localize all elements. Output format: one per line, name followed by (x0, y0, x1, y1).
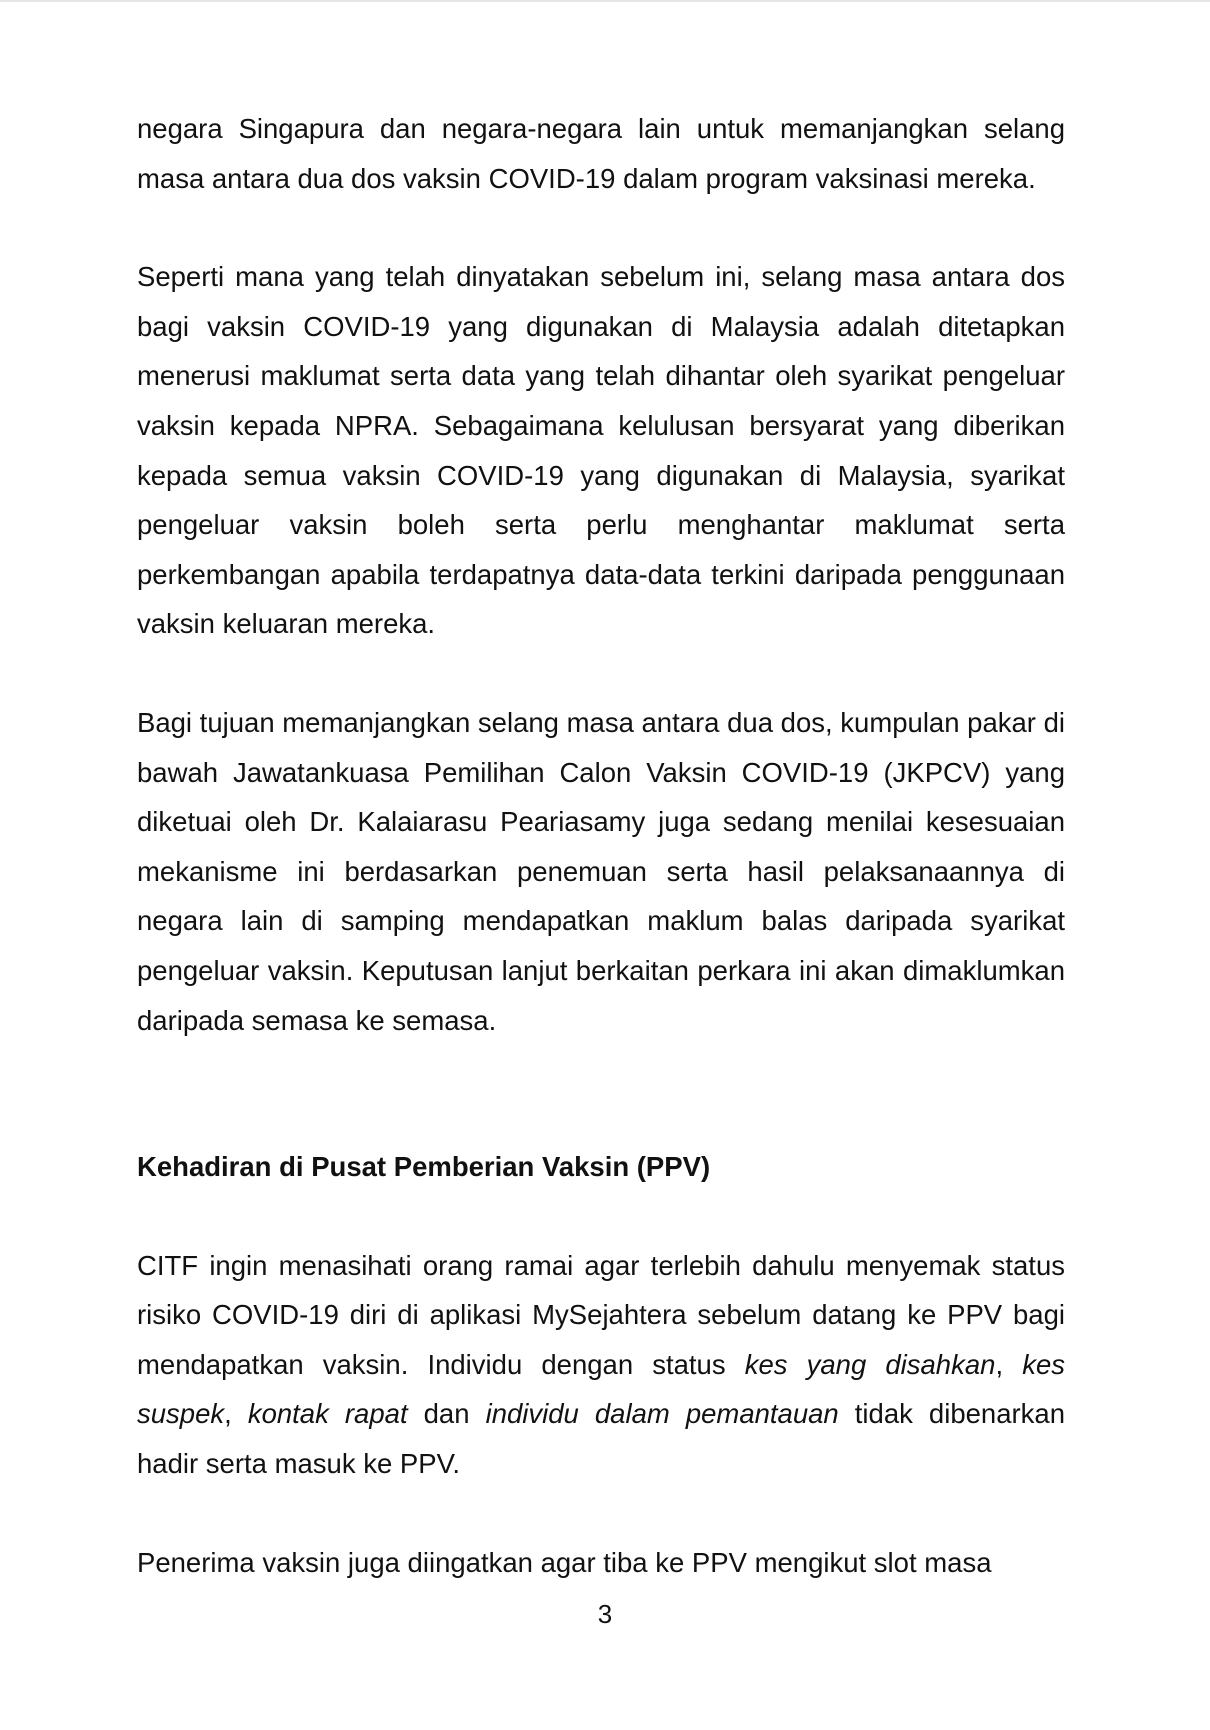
italic-term: kes suspek (137, 1348, 1065, 1430)
italic-term: kes yang disahkan (744, 1348, 996, 1380)
paragraph-text: tidak dibenarkan hadir serta masuk ke PPV. (137, 1398, 1065, 1480)
italic-term: kontak rapat (247, 1398, 408, 1430)
paragraph-singapore: negara Singapura dan negara-negara lain untuk memanjangkan selang masa antara dua dos vaksin COVID-19 dalam program vaksinasi mereka. (137, 113, 1065, 194)
separator-text: , (995, 1348, 1023, 1380)
separator-text: , (224, 1398, 248, 1430)
page-number: 3 (597, 1599, 613, 1629)
italic-term: individu dalam pemantauan (485, 1398, 839, 1430)
paragraph-jkpcv: Bagi tujuan memanjangkan selang masa antara dua dos, kumpulan pakar di bawah Jawatankuasa Pemilihan Calon Vaksin COVID-19 (JKPCV) yang diketuai oleh Dr. Kalaiarasu Peariasamy juga sedang menilai kesesuaian mekanisme ini berdasarkan penemuan serta hasil pelaksanaannya di negara lain di samping mendapatkan maklum balas daripada syarikat pengeluar vaksin. Keputusan lanjut berkaitan perkara ini akan dimaklumkan daripada semasa ke semasa. (137, 706, 1065, 1036)
paragraph-text: CITF ingin menasihati orang ramai agar terlebih dahulu menyemak status risiko COVID-19 diri di aplikasi MySejahtera sebelum datang ke PPV bagi mendapatkan vaksin. Individu dengan status (137, 1249, 1065, 1380)
paragraph-dose-interval: Seperti mana yang telah dinyatakan sebelum ini, selang masa antara dos bagi vaksin COVID-19 yang digunakan di Malaysia adalah ditetapkan menerusi maklumat serta data yang telah dihantar oleh syarikat pengeluar vaksin kepada NPRA. Sebagaimana kelulusan bersyarat yang diberikan kepada semua vaksin COVID-19 yang digunakan di Malaysia, syarikat pengeluar vaksin boleh serta perlu menghantar maklumat serta perkembangan apabila terdapatnya data-data terkini daripada penggunaan vaksin keluaran mereka. (137, 261, 1065, 640)
document-body (137, 104, 1065, 1587)
separator-text: dan (407, 1398, 486, 1430)
paragraph-time-slot: Penerima vaksin juga diingatkan agar tiba ke PPV mengikut slot masa (137, 1546, 992, 1578)
paragraph-mysejahtera (137, 1241, 1065, 1489)
page-top-border (0, 0, 1210, 2)
section-heading: Kehadiran di Pusat Pemberian Vaksin (PPV) (137, 1151, 711, 1183)
